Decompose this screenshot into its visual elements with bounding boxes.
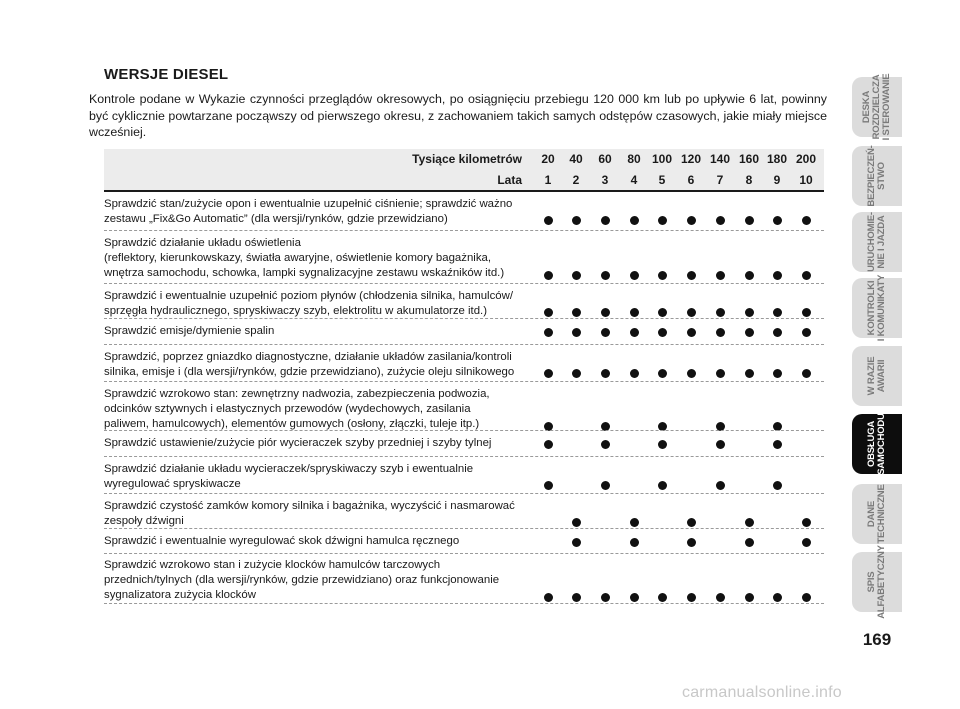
service-mark <box>544 440 553 449</box>
service-mark <box>745 593 754 602</box>
table-row <box>104 434 824 457</box>
service-mark <box>687 216 696 225</box>
task-line: Sprawdzić czystość zamków komory silnika i bagażnika, wyczyścić i nasmarować <box>104 500 515 512</box>
km-value: 100 <box>651 152 673 166</box>
task-description <box>104 558 526 604</box>
service-mark <box>773 369 782 378</box>
chapter-tab-label: DESKA ROZDZIELCZA I STEROWANIE <box>861 73 892 141</box>
table-row <box>104 322 824 345</box>
service-mark <box>773 593 782 602</box>
service-mark <box>601 369 610 378</box>
row-divider <box>104 528 824 529</box>
service-mark <box>658 271 667 280</box>
service-mark <box>601 440 610 449</box>
year-value: 2 <box>572 173 580 187</box>
service-mark <box>802 593 811 602</box>
service-mark <box>658 593 667 602</box>
service-mark <box>745 328 754 337</box>
task-description <box>104 499 526 529</box>
service-mark <box>572 593 581 602</box>
task-line: przednich/tylnych (dla wersji/rynków, gdzie przewidziano) oraz funkcjonowanie <box>104 574 500 587</box>
service-mark <box>630 369 639 378</box>
chapter-tab[interactable] <box>852 414 902 474</box>
service-mark <box>544 216 553 225</box>
service-mark <box>544 328 553 337</box>
km-value: 20 <box>541 152 555 166</box>
service-mark <box>601 593 610 602</box>
service-mark <box>802 308 811 317</box>
service-mark <box>544 593 553 602</box>
table-row <box>104 556 824 604</box>
table-row <box>104 195 824 231</box>
km-value: 200 <box>795 152 817 166</box>
year-value: 7 <box>716 173 724 187</box>
chapter-tab[interactable] <box>852 274 902 342</box>
year-value: 10 <box>799 173 813 187</box>
year-value: 5 <box>658 173 666 187</box>
service-mark <box>773 216 782 225</box>
task-line: paliwem, hamulcowych), elementów gumowych (osłony, złączki, tuleje itp.) <box>104 418 480 431</box>
task-description <box>104 436 526 451</box>
service-mark <box>630 593 639 602</box>
service-mark <box>716 593 725 602</box>
service-mark <box>773 328 782 337</box>
table-row <box>104 234 824 284</box>
task-description <box>104 236 526 282</box>
service-mark <box>544 271 553 280</box>
service-mark <box>630 538 639 547</box>
table-row <box>104 460 824 494</box>
task-line: sygnalizatora zużycia klocków <box>104 589 256 602</box>
service-mark <box>716 271 725 280</box>
km-value: 180 <box>766 152 788 166</box>
row-divider <box>104 318 824 319</box>
service-mark <box>773 308 782 317</box>
service-mark <box>544 308 553 317</box>
service-mark <box>802 271 811 280</box>
table-row <box>104 497 824 529</box>
service-mark <box>687 593 696 602</box>
service-mark <box>601 328 610 337</box>
table-row <box>104 287 824 319</box>
chapter-tab[interactable] <box>852 346 902 406</box>
service-mark <box>572 538 581 547</box>
chapter-tab-label: W RAZIE AWARII <box>866 356 887 396</box>
service-mark <box>572 369 581 378</box>
km-value: 160 <box>738 152 760 166</box>
task-line: silnika, emisje i (dla wersji/rynków, gdzie przewidziano), zużycie oleju silnikowego <box>104 366 515 379</box>
service-mark <box>658 216 667 225</box>
service-mark <box>716 369 725 378</box>
km-value: 120 <box>680 152 702 166</box>
chapter-tab-label: BEZPIECZEŃ- STWO <box>866 145 887 207</box>
service-mark <box>658 308 667 317</box>
row-divider <box>104 283 824 284</box>
watermark: carmanualsonline.info <box>682 684 842 701</box>
service-mark <box>773 440 782 449</box>
service-mark <box>773 271 782 280</box>
chapter-tab-label: KONTROLKI I KOMUNIKATY <box>866 274 887 342</box>
row-divider <box>104 493 824 494</box>
row-divider <box>104 230 824 231</box>
task-line: Sprawdzić i ewentualnie wyregulować skok dźwigni hamulca ręcznego <box>104 535 460 547</box>
task-line: Sprawdzić wzrokowo stan: zewnętrzny nadwozia, zabezpieczenia podwozia, <box>104 388 490 400</box>
service-mark <box>716 216 725 225</box>
service-mark <box>745 369 754 378</box>
header-divider <box>104 190 824 192</box>
task-description <box>104 197 526 227</box>
chapter-tab[interactable] <box>852 73 902 141</box>
service-mark <box>802 369 811 378</box>
row-divider <box>104 430 824 431</box>
service-mark <box>745 518 754 527</box>
row-divider <box>104 344 824 345</box>
task-line: Sprawdzić i ewentualnie uzupełnić poziom płynów (chłodzenia silnika, hamulców/ <box>104 290 514 302</box>
service-mark <box>658 481 667 490</box>
row-divider <box>104 553 824 554</box>
service-mark <box>572 308 581 317</box>
service-mark <box>687 271 696 280</box>
km-value: 40 <box>569 152 583 166</box>
service-mark <box>716 308 725 317</box>
task-line: Sprawdzić ustawienie/zużycie piór wycieraczek szyby przedniej i szyby tylnej <box>104 437 492 449</box>
year-value: 9 <box>773 173 781 187</box>
service-mark <box>658 369 667 378</box>
km-value: 60 <box>598 152 612 166</box>
task-line: Sprawdzić wzrokowo stan i zużycie klocków hamulców tarczowych <box>104 559 441 571</box>
km-label: Tysiące kilometrów <box>412 152 522 166</box>
service-mark <box>630 328 639 337</box>
task-line: Sprawdzić emisje/dymienie spalin <box>104 325 275 337</box>
km-value: 80 <box>627 152 641 166</box>
year-value: 1 <box>544 173 552 187</box>
task-description <box>104 534 526 549</box>
years-label: Lata <box>497 173 522 187</box>
task-line: Sprawdzić działanie układu oświetlenia <box>104 237 301 249</box>
year-value: 6 <box>687 173 695 187</box>
service-mark <box>687 518 696 527</box>
row-divider <box>104 603 824 604</box>
year-value: 4 <box>630 173 638 187</box>
task-description <box>104 350 526 380</box>
service-mark <box>544 369 553 378</box>
service-mark <box>630 518 639 527</box>
service-mark <box>658 440 667 449</box>
service-mark <box>601 216 610 225</box>
chapter-tab[interactable] <box>852 212 902 272</box>
task-line: (reflektory, kierunkowskazy, światła awaryjne, oświetlenie komory bagażnika, <box>104 252 492 265</box>
service-mark <box>572 518 581 527</box>
service-mark <box>630 308 639 317</box>
service-mark <box>658 328 667 337</box>
chapter-tab-label: URUCHOMIE- NIE I JAZDA <box>866 212 887 272</box>
service-mark <box>572 271 581 280</box>
task-description <box>104 324 526 339</box>
task-line: Sprawdzić, poprzez gniazdko diagnostyczne, działanie układów zasilania/kontroli <box>104 351 512 363</box>
chapter-tab[interactable] <box>852 146 902 206</box>
task-description <box>104 289 526 319</box>
service-mark <box>687 538 696 547</box>
table-row <box>104 385 824 431</box>
year-value: 8 <box>745 173 753 187</box>
year-value: 3 <box>601 173 609 187</box>
service-mark <box>802 518 811 527</box>
service-mark <box>716 481 725 490</box>
task-line: zestawu „Fix&Go Automatic” (dla wersji/rynków, gdzie przewidziano) <box>104 213 448 226</box>
task-line: wnętrza samochodu, schowka, lampki sygnalizacyjne zestawu wskaźników itd.) <box>104 267 505 280</box>
task-description <box>104 387 526 433</box>
task-line: Sprawdzić działanie układu wycieraczek/spryskiwaczy szyb i ewentualnie <box>104 463 474 475</box>
chapter-tab[interactable] <box>852 484 902 544</box>
page-number: 169 <box>862 630 892 649</box>
task-line: odcinków sztywnych i elastycznych przewodów (wydechowych, zasilania <box>104 403 471 416</box>
service-mark <box>544 481 553 490</box>
km-header-row <box>104 149 824 170</box>
service-mark <box>802 538 811 547</box>
task-description <box>104 462 526 492</box>
service-mark <box>745 308 754 317</box>
service-mark <box>572 216 581 225</box>
task-line: zespoły dźwigni <box>104 515 184 528</box>
service-mark <box>601 308 610 317</box>
service-mark <box>773 481 782 490</box>
chapter-tab-label: OBSŁUGA SAMOCHODU <box>866 413 887 475</box>
section-heading: WERSJE DIESEL <box>104 66 229 83</box>
table-row <box>104 532 824 554</box>
service-mark <box>630 216 639 225</box>
row-divider <box>104 381 824 382</box>
service-mark <box>687 308 696 317</box>
service-mark <box>716 328 725 337</box>
service-mark <box>687 328 696 337</box>
service-mark <box>745 271 754 280</box>
task-line: wyregulować spryskiwacze <box>104 478 241 491</box>
service-mark <box>572 328 581 337</box>
table-row <box>104 348 824 382</box>
service-mark <box>630 271 639 280</box>
km-value: 140 <box>709 152 731 166</box>
chapter-tab-label: SPIS ALFABETYCZNY <box>866 545 887 619</box>
service-mark <box>687 369 696 378</box>
chapter-tab[interactable] <box>852 545 902 619</box>
service-mark <box>802 216 811 225</box>
service-mark <box>745 216 754 225</box>
years-header-row <box>104 170 824 191</box>
service-mark <box>802 328 811 337</box>
task-line: Sprawdzić stan/zużycie opon i ewentualnie uzupełnić ciśnienie; sprawdzić ważno <box>104 198 513 210</box>
row-divider <box>104 456 824 457</box>
task-line: sprzęgła hydraulicznego, spryskiwaczy szyb, elektrolitu w akumulatorze itd.) <box>104 305 488 318</box>
service-mark <box>601 271 610 280</box>
intro-paragraph: Kontrole podane w Wykazie czynności przeglądów okresowych, po osiągnięciu przebiegu 120 000 km lub po upływie 6 lat, powinny być cyklicznie powtarzane począwszy od pierwszego okresu, z zachowaniem takich samych odstępów czasowych, jakie miały miejsce wcześniej. <box>89 92 827 139</box>
chapter-tab-label: DANE TECHNICZNE <box>866 484 887 544</box>
service-mark <box>745 538 754 547</box>
service-mark <box>716 440 725 449</box>
service-mark <box>601 481 610 490</box>
